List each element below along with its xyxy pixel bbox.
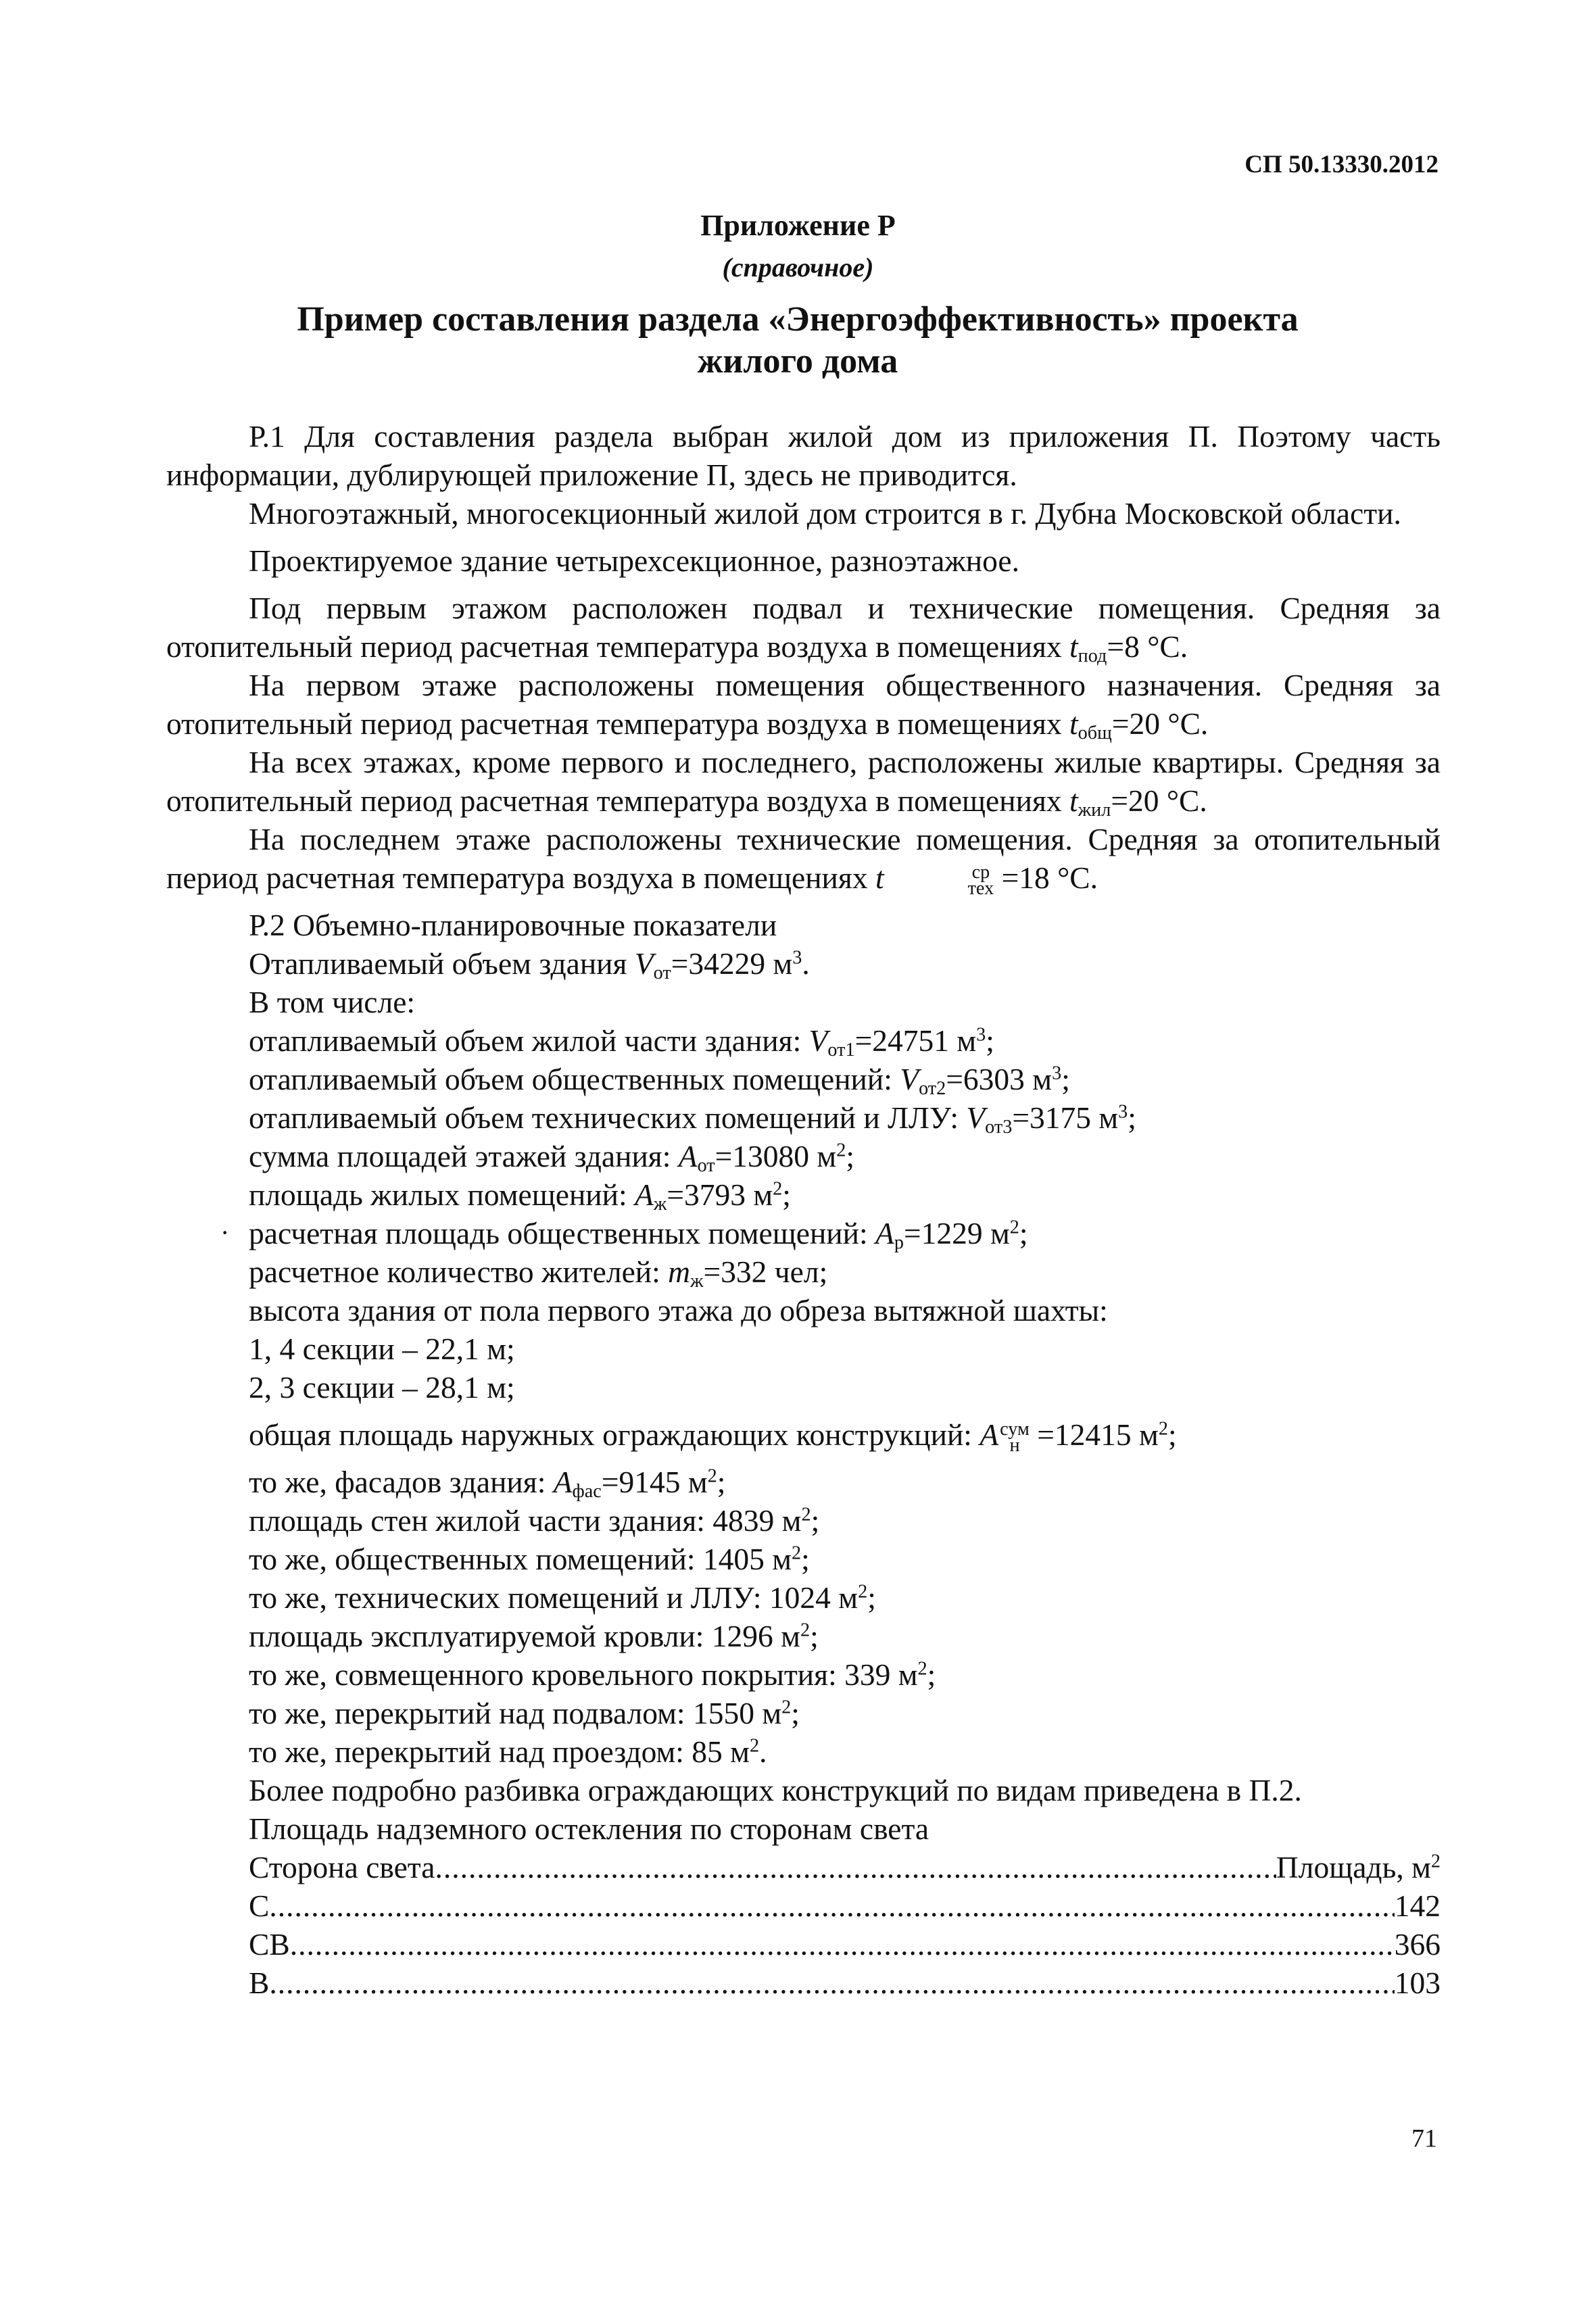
paragraph-location: Многоэтажный, многосекционный жилой дом строится в г. Дубна Московской области.	[249, 496, 1401, 531]
area-line: то же, совмещенного кровельного покрытия: 339 $м^2$;	[249, 1657, 936, 1692]
facade-area-line: то же, фасадов здания: $A_{фас}=9145$ $м^2$;	[249, 1465, 726, 1503]
paragraph-basement: Под первым этажом расположен подвал и технические помещения. Средняя за отопительный период расчетная температура воздуха в помещениях $t_{под}=8$ °С.	[166, 591, 1441, 667]
glazing-table-row: В ..... 103	[166, 1964, 1441, 2002]
paragraph-residential-floors: На всех этажах, кроме первого и последнего, расположены жилые квартиры. Средняя за отопительный период расчетная температура воздуха в помещениях $t_{жил}=20$ °С.	[166, 745, 1441, 821]
glazing-table-row: С ..... 142	[166, 1886, 1441, 1925]
indicator-line: отапливаемый объем жилой части здания: $V_{от1}=24751$ $м^3$;	[249, 1023, 994, 1061]
annex-title: Приложение Р	[700, 209, 896, 242]
glazing-table-row: СВ ..... 366	[166, 1925, 1441, 1964]
area-line: площадь эксплуатируемой кровли: 1296 $м^2$;	[249, 1619, 819, 1653]
annex-subtitle: (справочное)	[722, 252, 874, 283]
glazing-title: Площадь надземного остекления по сторонам света	[249, 1811, 929, 1846]
height-line: 2, 3 секции – 28,1 м;	[249, 1370, 515, 1405]
paragraph-first-floor: На первом этаже расположены помещения общественного назначения. Средняя за отопительный период расчетная температура воздуха в помещениях $t_{общ}=20$ °С.	[166, 668, 1441, 744]
section-p2-heading: Р.2 Объемно-планировочные показатели	[249, 908, 777, 942]
total-enclosure-area-line: общая площадь наружных ограждающих конструкций: A сум н =12415 $м^2$;	[249, 1417, 1177, 1457]
indicator-line: отапливаемый объем общественных помещений: $V_{от2}=6303$ $м^3$;	[249, 1062, 1070, 1100]
stray-scan-mark: ·	[220, 1217, 230, 1248]
including-label: В том числе:	[249, 985, 416, 1019]
indicator-line: расчетное количество жителей: $m_ж=332$ чел;	[249, 1254, 828, 1292]
area-line: то же, общественных помещений: 1405 $м^2$;	[249, 1542, 810, 1576]
indicator-line: расчетная площадь общественных помещений: $A_р=1229$ $м^2$;	[249, 1216, 1028, 1254]
glazing-table-header: Сторона света ..... Площадь, $м^2$	[166, 1848, 1441, 1886]
heated-volume-line: Отапливаемый объем здания $V_{от}=34229$ $м^3$.	[249, 946, 810, 984]
area-line: то же, технических помещений и ЛЛУ: 1024 $м^2$;	[249, 1580, 876, 1615]
area-line: то же, перекрытий над проездом: 85 $м^2$.	[249, 1734, 767, 1769]
area-line: площадь стен жилой части здания: 4839 $м^2$;	[249, 1503, 820, 1538]
paragraph-building: Проектируемое здание четырехсекционное, разноэтажное.	[249, 543, 1019, 578]
indicator-line: площадь жилых помещений: $A_ж=3793$ $м^2$;	[249, 1177, 791, 1215]
paragraph-last-floor: На последнем этаже расположены технические помещения. Средняя за отопительный период расчетная температура воздуха в помещениях t ср тех =18 °С.	[166, 822, 1441, 900]
area-line: то же, перекрытий над подвалом: 1550 $м^2$;	[249, 1696, 800, 1730]
detail-note: Более подробно разбивка ограждающих конструкций по видам приведена в П.2.	[249, 1773, 1302, 1807]
main-title: Пример составления раздела «Энергоэффективность» проекта жилого дома	[297, 300, 1299, 381]
height-line: 1, 4 секции – 22,1 м;	[249, 1332, 515, 1366]
page-number: 71	[1411, 2124, 1437, 2153]
document-number: СП 50.13330.2012	[1244, 151, 1438, 178]
document-body	[166, 417, 1441, 2002]
paragraph-p1: Р.1 Для составления раздела выбран жилой дом из приложения П. Поэтому часть информации, дублирующей приложение П, здесь не приводится.	[166, 419, 1441, 492]
indicator-line: сумма площадей этажей здания: $A_{от}=13080$ $м^2$;	[249, 1139, 854, 1177]
indicator-line: отапливаемый объем технических помещений и ЛЛУ: $V_{от3}=3175$ $м^3$;	[249, 1100, 1136, 1138]
height-label: высота здания от пола первого этажа до обреза вытяжной шахты:	[249, 1293, 1108, 1327]
